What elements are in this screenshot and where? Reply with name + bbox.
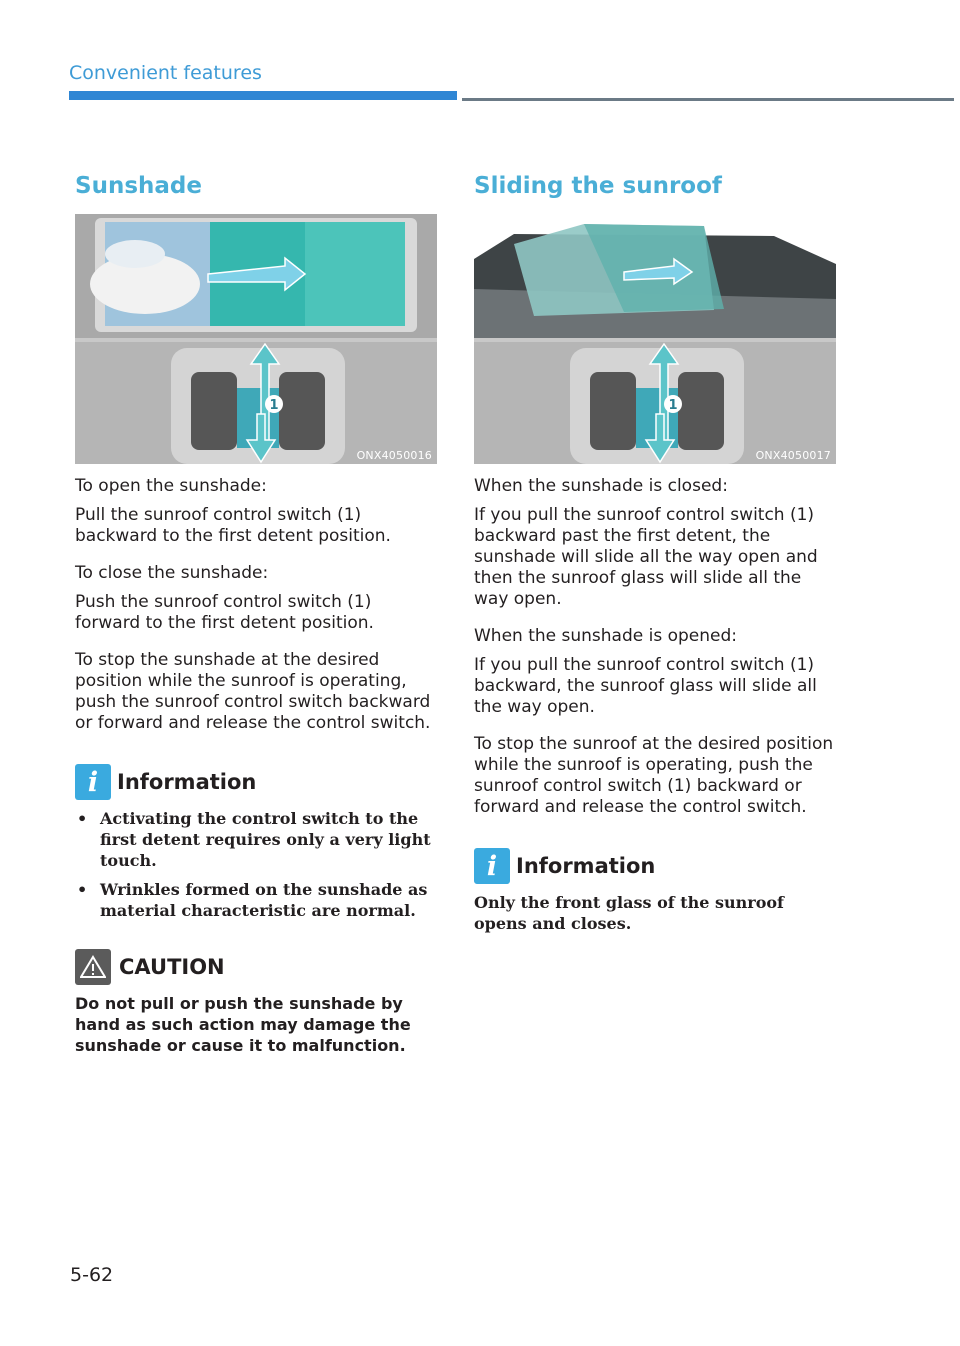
sunshade-figure xyxy=(75,214,437,464)
list-item: • Activating the control switch to the first detent requires only a very light touch. xyxy=(77,809,431,870)
paragraph: To close the sunshade: xyxy=(75,563,269,583)
paragraph: If you pull the sunroof control switch (1) backward, the sunroof glass will slide all the way open. xyxy=(474,655,817,717)
callout-1-icon: 1 xyxy=(269,398,279,413)
callout-1-icon: 1 xyxy=(668,398,678,413)
paragraph: To stop the sunroof at the desired position while the sunroof is operating, push the sunroof control switch (1) backward or forward and release the control switch. xyxy=(474,734,834,817)
paragraph: Push the sunroof control switch (1) forward to the first detent position. xyxy=(75,592,374,633)
sunroof-figure xyxy=(474,214,836,464)
info-icon: i xyxy=(474,848,510,884)
information-text: Only the front glass of the sunroof opens and closes. xyxy=(474,893,784,933)
page-number: 5-62 xyxy=(70,1264,114,1286)
right-column xyxy=(474,170,836,934)
bullet-icon: • xyxy=(77,809,88,828)
bullet-icon: • xyxy=(77,880,88,899)
paragraph: To open the sunshade: xyxy=(75,476,267,496)
sliding-sunroof-heading: Sliding the sunroof xyxy=(474,173,722,199)
paragraph: Pull the sunroof control switch (1) backward to the first detent position. xyxy=(75,505,391,546)
figure-code: ONX4050017 xyxy=(755,449,831,462)
section-title: Convenient features xyxy=(69,62,262,84)
information-label: Information xyxy=(516,854,656,878)
information-label: Information xyxy=(117,770,257,794)
caution-label: CAUTION xyxy=(119,955,225,979)
caution-text: Do not pull or push the sunshade by hand as such action may damage the sunshade or cause it to malfunction. xyxy=(75,994,411,1055)
warning-triangle-icon xyxy=(75,949,111,985)
information-list xyxy=(75,808,437,921)
sunshade-heading: Sunshade xyxy=(75,173,202,199)
figure-code: ONX4050016 xyxy=(356,449,432,462)
info-icon: i xyxy=(75,764,111,800)
paragraph: To stop the sunshade at the desired position while the sunroof is operating, push the sunroof control switch backward or forward and release the control switch. xyxy=(75,650,431,733)
header-rule-blue xyxy=(69,91,457,100)
information-box-title xyxy=(75,764,437,800)
information-box-title xyxy=(474,848,836,884)
paragraph: When the sunshade is closed: xyxy=(474,476,728,496)
caution-box-title xyxy=(75,949,437,985)
paragraph: If you pull the sunroof control switch (1) backward past the first detent, the sunshade will slide all the way open and then the sunroof glass will slide all the way open. xyxy=(474,505,818,609)
left-column xyxy=(75,170,437,1056)
header-rule-gray xyxy=(462,98,954,101)
list-item: • Wrinkles formed on the sunshade as material characteristic are normal. xyxy=(77,880,428,920)
paragraph: When the sunshade is opened: xyxy=(474,626,738,646)
